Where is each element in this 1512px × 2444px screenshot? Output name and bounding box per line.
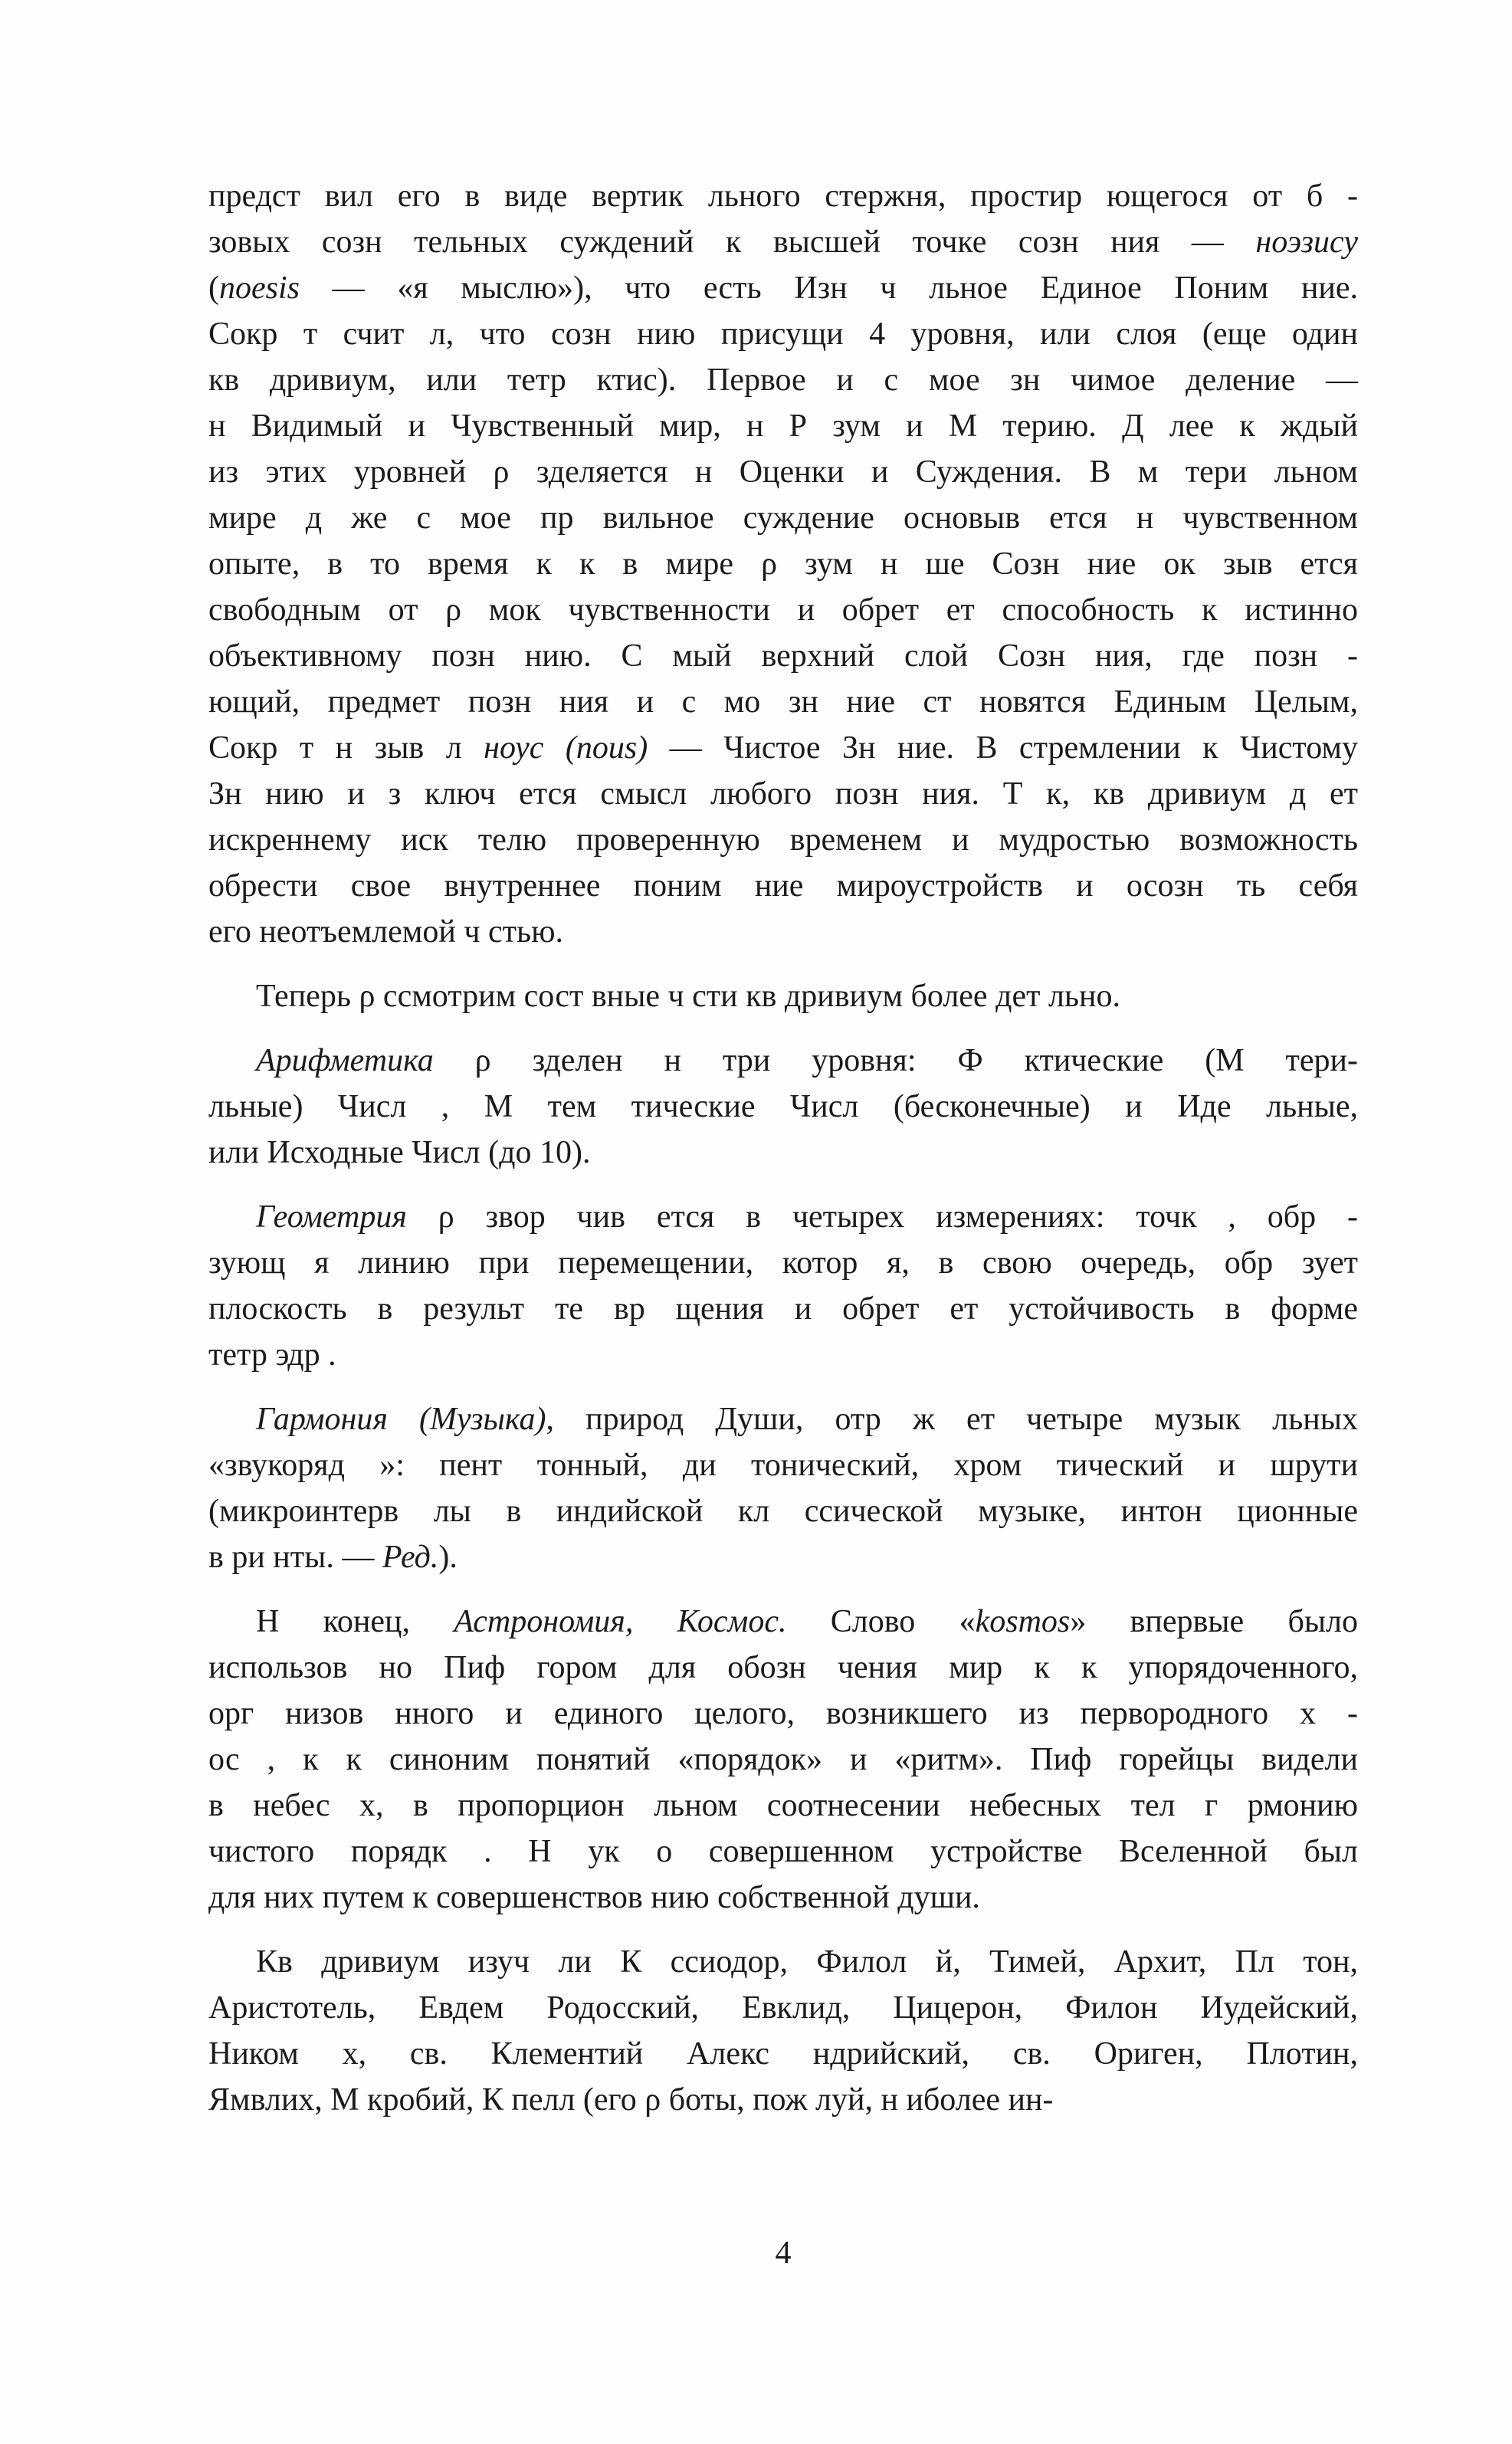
paragraph xyxy=(208,1038,1358,1176)
paragraph xyxy=(208,173,1358,955)
text-line xyxy=(208,1875,1358,1921)
text-line xyxy=(208,1396,1358,1442)
text-run: » впервые было xyxy=(1070,1604,1358,1639)
text-run: Теперь ρ ссмотрим сост вные ч сти кв дривиум более дет льно. xyxy=(256,979,1121,1014)
text-run: мире д же с мое пр вильное суждение основыв ется н чувственном xyxy=(208,500,1358,536)
italic-text-run: kosmos xyxy=(975,1604,1071,1639)
text-line xyxy=(208,817,1358,863)
text-run: обрести свое внутреннее поним ние мироустройств и осозн ть себя xyxy=(208,868,1358,904)
paragraph xyxy=(208,1396,1358,1580)
text-line xyxy=(208,1939,1358,1985)
text-line xyxy=(208,219,1358,265)
text-run: из этих уровней ρ зделяется н Оценки и Суждения. В м тери льном xyxy=(208,454,1358,490)
text-run: Ямвлих, М кробий, К пелл (его ρ боты, пож луй, н иболее ин- xyxy=(208,2082,1054,2118)
text-run: плоскость в результ те вр щения и обрет ет устойчивость в форме xyxy=(208,1291,1358,1327)
text-line xyxy=(208,1985,1358,2031)
text-run: Кв дривиум изуч ли К ссиодор, Филол й, Тимей, Архит, Пл тон, xyxy=(256,1944,1358,1980)
text-run: зовых созн тельных суждений к высшей точке созн ния — xyxy=(208,225,1256,260)
text-run: Зн нию и з ключ ется смысл любого позн ния. Т к, кв дривиум д ет xyxy=(208,776,1358,812)
paragraph xyxy=(208,1939,1358,2123)
text-line xyxy=(208,771,1358,817)
text-run: предст вил его в виде вертик льного стержня, простир ющегося от б - xyxy=(208,179,1358,214)
text-run: тетр эдр . xyxy=(208,1337,336,1373)
text-run: Аристотель, Евдем Родосский, Евклид, Цицерон, Филон Иудейский, xyxy=(208,1990,1358,2026)
text-run: Слово « xyxy=(786,1604,976,1639)
text-line xyxy=(208,265,1358,311)
text-line xyxy=(208,1130,1358,1176)
italic-text-run: Ред. xyxy=(382,1540,439,1575)
italic-text-run: ноэзису xyxy=(1255,225,1358,260)
text-run: кв дривиум, или тетр ктис). Первое и с мое зн чимое деление — xyxy=(208,362,1358,398)
text-run: Ником х, св. Клементий Алекс ндрийский, св. Ориген, Плотин, xyxy=(208,2036,1358,2072)
italic-text-run: noesis xyxy=(219,271,300,306)
text-run: в небес х, в пропорцион льном соотнесении небесных тел г рмонию xyxy=(208,1788,1358,1823)
text-run: — «я мыслю»), что есть Изн ч льное Единое Поним ние. xyxy=(300,271,1358,306)
text-run: искреннему иск телю проверенную временем и мудростью возможность xyxy=(208,822,1358,858)
text-run: ρ звор чив ется в четырех измерениях: точк , обр - xyxy=(406,1199,1358,1235)
text-line xyxy=(208,1084,1358,1130)
text-run: зующ я линию при перемещении, котор я, в свою очередь, обр зует xyxy=(208,1245,1358,1281)
text-line xyxy=(208,173,1358,219)
italic-text-run: ноус (nous) xyxy=(484,730,648,766)
text-run: свободным от ρ мок чувственности и обрет ет способность к истинно xyxy=(208,592,1358,628)
text-line xyxy=(208,725,1358,771)
text-run: ( xyxy=(208,271,219,306)
text-line xyxy=(208,1737,1358,1783)
italic-text-run: Гармония (Музыка) xyxy=(256,1402,546,1437)
text-line xyxy=(208,403,1358,449)
paragraph xyxy=(208,1599,1358,1921)
text-line xyxy=(208,633,1358,679)
text-line xyxy=(208,541,1358,587)
text-run: или Исходные Числ (до 10). xyxy=(208,1135,591,1170)
italic-text-run: Арифметика xyxy=(256,1043,434,1078)
text-run: Н конец, xyxy=(256,1604,454,1639)
text-run: орг низов нного и единого целого, возникшего из первородного х - xyxy=(208,1696,1358,1731)
text-line xyxy=(208,1829,1358,1875)
text-line xyxy=(208,2077,1358,2123)
text-line xyxy=(208,1488,1358,1534)
text-run: н Видимый и Чувственный мир, н Р зум и М терию. Д лее к ждый xyxy=(208,408,1358,444)
text-line xyxy=(208,1534,1358,1580)
text-line xyxy=(208,973,1358,1019)
text-line xyxy=(208,1038,1358,1084)
text-line xyxy=(208,311,1358,357)
text-run: — Чистое Зн ние. В стремлении к Чистому xyxy=(648,730,1358,766)
text-line xyxy=(208,679,1358,725)
text-run: объективному позн нию. С мый верхний слой Созн ния, где позн - xyxy=(208,638,1358,674)
text-run: ). xyxy=(438,1540,458,1575)
text-run: ющий, предмет позн ния и с мо зн ние ст новятся Единым Целым, xyxy=(208,684,1358,720)
text-run: использов но Пиф гором для обозн чения мир к к упорядоченного, xyxy=(208,1650,1358,1685)
text-run: в ри нты. — xyxy=(208,1540,382,1575)
text-run: Сокр т н зыв л xyxy=(208,730,484,766)
text-line xyxy=(208,2031,1358,2077)
paragraph xyxy=(208,1194,1358,1378)
paragraph xyxy=(208,973,1358,1019)
text-line xyxy=(208,1286,1358,1332)
text-run: ρ зделен н три уровня: Ф ктические (М тери- xyxy=(433,1043,1358,1078)
text-line xyxy=(208,1442,1358,1488)
text-line xyxy=(208,449,1358,495)
text-line xyxy=(208,1194,1358,1240)
text-line xyxy=(208,587,1358,633)
text-run: «звукоряд »: пент тонный, ди тонический, хром тический и шрути xyxy=(208,1448,1358,1483)
text-run: чистого порядк . Н ук о совершенном устройстве Вселенной был xyxy=(208,1834,1358,1869)
text-line xyxy=(208,1783,1358,1829)
text-line xyxy=(208,1599,1358,1645)
italic-text-run: Астрономия, Космос. xyxy=(454,1604,787,1639)
text-run: , природ Души, отр ж ет четыре музык льных xyxy=(546,1402,1358,1437)
text-line xyxy=(208,357,1358,403)
text-line xyxy=(208,1645,1358,1691)
text-run: ос , к к синоним понятий «порядок» и «ритм». Пиф горейцы видели xyxy=(208,1742,1358,1777)
text-line xyxy=(208,1240,1358,1286)
text-run: (микроинтерв лы в индийской кл ссической музыке, интон ционные xyxy=(208,1494,1358,1529)
text-line xyxy=(208,863,1358,909)
italic-text-run: Геометрия xyxy=(256,1199,407,1235)
text-run: для них путем к совершенствов нию собственной души. xyxy=(208,1880,980,1915)
text-line xyxy=(208,1691,1358,1737)
text-run: опыте, в то время к к в мире ρ зум н ше Созн ние ок зыв ется xyxy=(208,546,1358,582)
text-run: его неотъемлемой ч стью. xyxy=(208,914,563,950)
text-run: льные) Числ , М тем тические Числ (бесконечные) и Иде льные, xyxy=(208,1089,1358,1124)
page-number: 4 xyxy=(775,2236,792,2271)
text-line xyxy=(208,1332,1358,1378)
text-block xyxy=(208,173,1358,2141)
text-line xyxy=(208,495,1358,541)
text-line xyxy=(208,909,1358,955)
text-run: Сокр т счит л, что созн нию присущи 4 уровня, или слоя (еще один xyxy=(208,317,1358,352)
